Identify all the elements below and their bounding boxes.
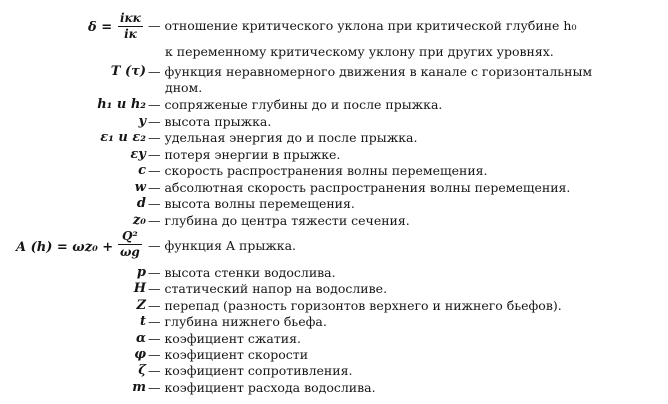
z0-description: — глубина до центра тяжести сечения. <box>148 213 410 228</box>
alpha-symbol: α <box>135 331 146 346</box>
delta-lhs: δ = <box>88 20 113 35</box>
d-symbol: d <box>136 196 146 211</box>
a-function-lhs: A (h) = ωz₀ + <box>16 240 114 255</box>
h-symbol: H <box>133 281 146 296</box>
c-symbol: c <box>138 163 146 178</box>
m-description: — коэфициент расхода водослива. <box>148 380 376 395</box>
t-tau-description: — функция неравномерного движения в канале с горизонтальным <box>148 64 593 79</box>
c-description: — скорость распространения волны перемещения. <box>148 163 488 178</box>
z-description: — перепад (разность горизонтов верхнего и нижнего бьефов). <box>148 298 562 313</box>
p-symbol: p <box>136 265 146 280</box>
w-description: — абсолютная скорость распространения волны перемещения. <box>148 180 571 195</box>
z-symbol: Z <box>136 298 146 313</box>
a-function-denominator: ωg <box>120 245 140 259</box>
t-tau-description-cont: дном. <box>165 80 203 95</box>
phi-symbol: φ <box>134 347 146 362</box>
h1-h2-description: — сопряженые глубины до и после прыжка. <box>148 97 443 112</box>
t-symbol: t <box>139 314 146 329</box>
a-function-description: — функция A прыжка. <box>148 238 297 253</box>
alpha-description: — коэфициент сжатия. <box>148 331 301 346</box>
d-description: — высота волны перемещения. <box>148 196 355 211</box>
delta-description: — отношение критического уклона при критической глубине h₀ <box>148 18 577 33</box>
delta-fraction <box>118 12 143 41</box>
t-tau-symbol: T (τ) <box>110 64 146 79</box>
h-description: — статический напор на водосливе. <box>148 281 388 296</box>
e1-e2-symbol: ε₁ и ε₂ <box>100 130 146 145</box>
y-symbol: y <box>138 114 146 129</box>
a-function-fraction <box>118 230 142 259</box>
z0-symbol: z₀ <box>132 213 146 228</box>
w-symbol: w <box>134 180 146 195</box>
h1-h2-symbol: h₁ и h₂ <box>97 97 146 112</box>
zeta-description: — коэфициент сопротивления. <box>148 363 353 378</box>
phi-description: — коэфициент скорости <box>148 347 309 362</box>
a-function-numerator: Q² <box>122 229 138 243</box>
delta-description-cont: к переменному критическому уклону при других уровнях. <box>165 44 554 59</box>
delta-numerator: iкк <box>120 11 141 25</box>
ey-description: — потеря энергии в прыжке. <box>148 147 341 162</box>
zeta-symbol: ζ <box>138 363 146 378</box>
ey-symbol: εу <box>130 147 146 162</box>
y-description: — высота прыжка. <box>148 114 272 129</box>
m-symbol: m <box>132 380 146 395</box>
e1-e2-description: — удельная энергия до и после прыжка. <box>148 130 418 145</box>
p-description: — высота стенки водослива. <box>148 265 336 280</box>
t-description: — глубина нижнего бьефа. <box>148 314 327 329</box>
delta-denominator: iк <box>124 27 137 41</box>
